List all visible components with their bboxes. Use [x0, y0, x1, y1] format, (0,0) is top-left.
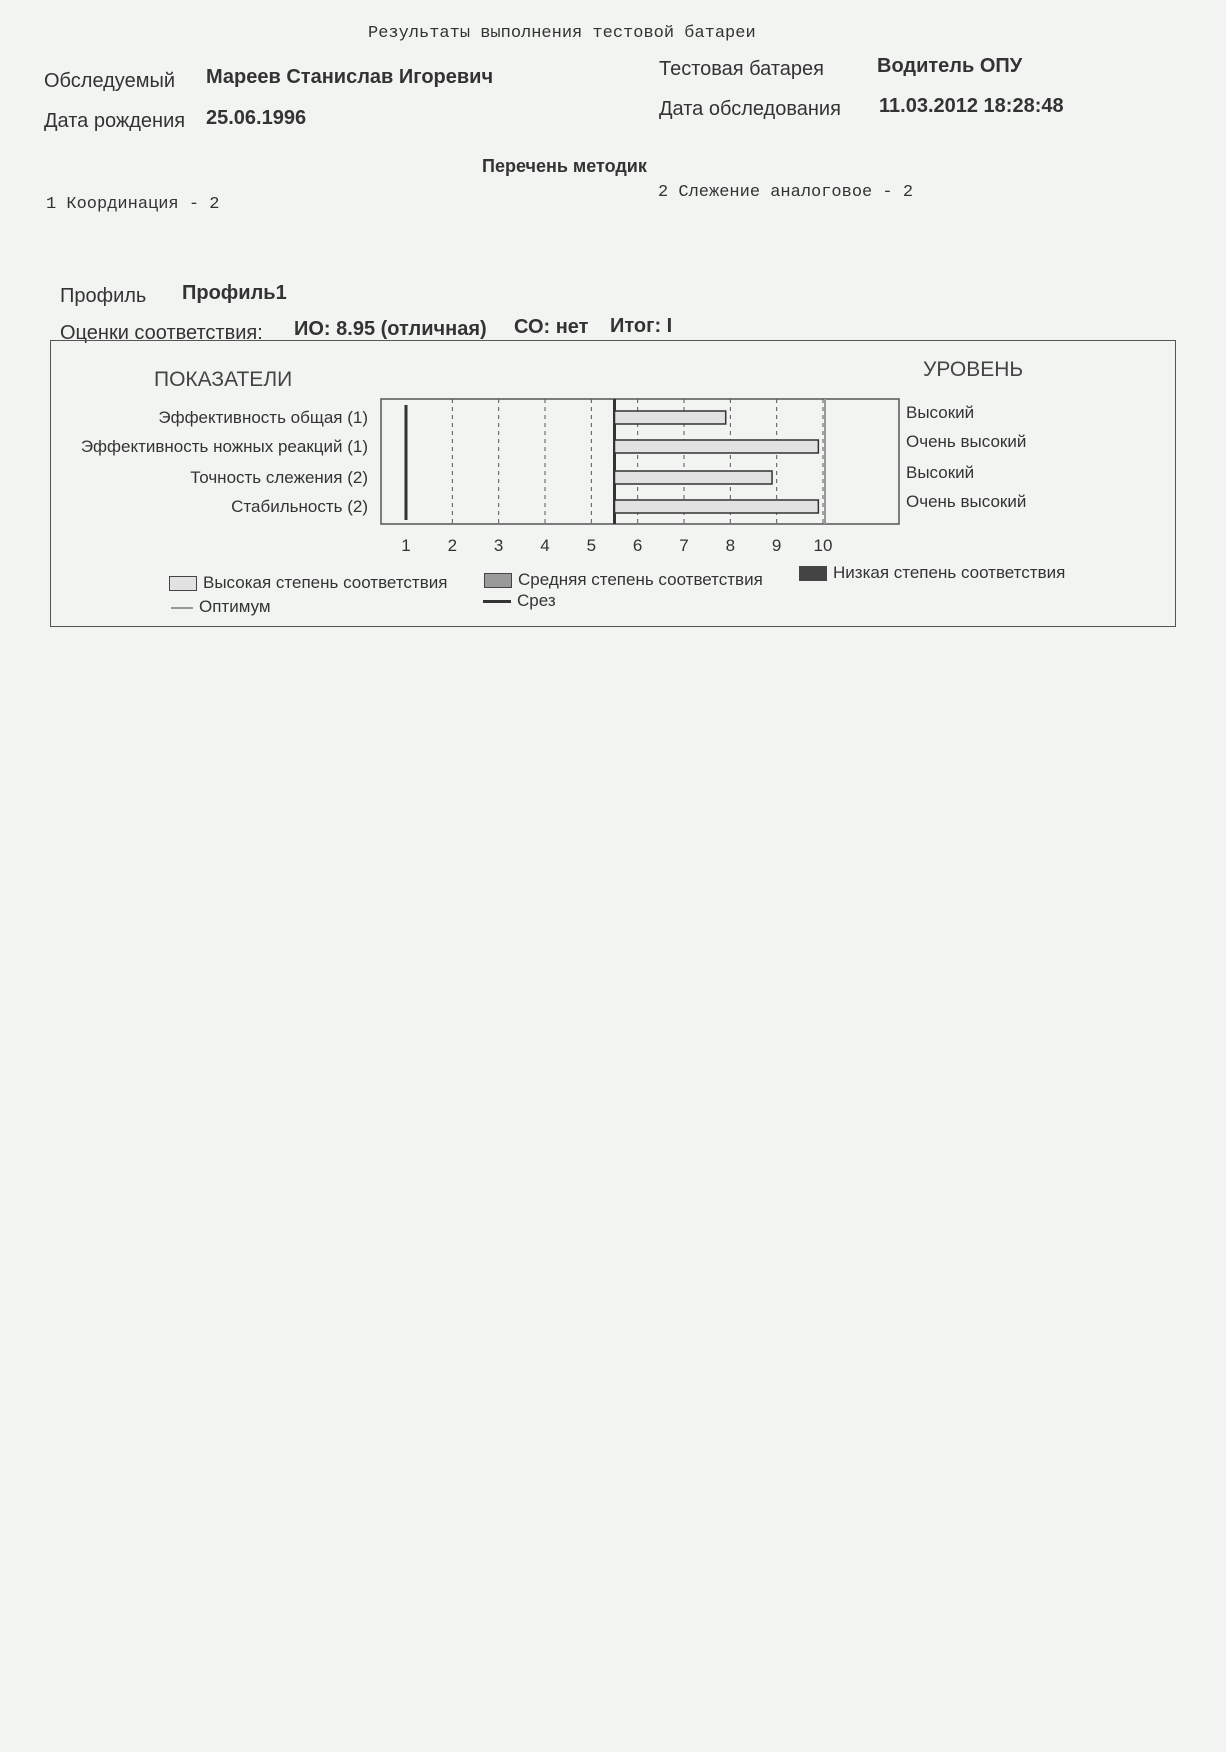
method-item-1: 1 Координация - 2 [46, 195, 220, 214]
io-score: ИО: 8.95 (отличная) [294, 318, 487, 340]
exam-date-value: 11.03.2012 18:28:48 [879, 95, 1064, 117]
x-tick-label: 3 [493, 536, 504, 555]
x-tick-label: 4 [540, 536, 550, 555]
legend-swatch-low [799, 566, 827, 581]
bar [615, 471, 773, 484]
category-label: Эффективность ножных реакций (1) [80, 437, 368, 456]
category-label: Эффективность общая (1) [158, 408, 368, 427]
level-label: Очень высокий [906, 432, 1027, 451]
method-item-2: 2 Слежение аналоговое - 2 [658, 183, 914, 202]
legend-label-medium: Средняя степень соответствия [518, 570, 763, 589]
legend-swatch-high [169, 576, 197, 591]
chart-title-left: ПОКАЗАТЕЛИ [154, 368, 293, 391]
battery-value: Водитель ОПУ [877, 55, 1023, 77]
scores-label: Оценки соответствия: [60, 322, 263, 344]
bar [615, 500, 819, 513]
legend-item-cutoff [483, 591, 556, 611]
so-score: СО: нет [514, 316, 589, 338]
page-title: Результаты выполнения тестовой батареи [368, 24, 756, 43]
x-tick-label: 9 [771, 536, 782, 555]
legend-label-cutoff: Срез [517, 591, 556, 610]
x-tick-label: 2 [447, 536, 458, 555]
exam-date-label: Дата обследования [659, 98, 841, 120]
legend-label-low: Низкая степень соответствия [833, 563, 1066, 582]
level-label: Высокий [906, 403, 975, 422]
legend-label-optimum: Оптимум [199, 597, 271, 616]
level-label: Очень высокий [906, 492, 1027, 511]
legend-line-cutoff [483, 600, 511, 603]
legend-item-optimum [171, 597, 271, 617]
battery-label: Тестовая батарея [659, 58, 824, 80]
x-tick-label: 8 [725, 536, 736, 555]
chart-title-right: УРОВЕНЬ [923, 358, 1024, 381]
legend-item-low [799, 563, 1065, 583]
level-label: Высокий [906, 463, 975, 482]
profile-label: Профиль [60, 285, 147, 307]
legend-line-optimum [171, 607, 193, 609]
x-tick-label: 7 [679, 536, 689, 555]
legend-label-high: Высокая степень соответствия [203, 573, 448, 592]
methods-title: Перечень методик [482, 156, 647, 176]
legend-swatch-medium [484, 573, 512, 588]
dob-label: Дата рождения [44, 110, 186, 132]
dob-value: 25.06.1996 [206, 107, 307, 129]
itog-score: Итог: I [610, 315, 673, 337]
x-tick-label: 5 [586, 536, 597, 555]
subject-label: Обследуемый [44, 70, 176, 92]
x-tick-label: 6 [632, 536, 643, 555]
bar [615, 411, 726, 424]
bar [615, 440, 819, 453]
legend-item-medium [484, 570, 763, 590]
x-tick-label: 10 [813, 536, 833, 555]
profile-chart [50, 340, 1176, 627]
category-label: Точность слежения (2) [190, 468, 368, 487]
profile-value: Профиль1 [182, 282, 287, 304]
x-tick-label: 1 [401, 536, 411, 555]
subject-value: Мареев Станислав Игоревич [206, 66, 494, 88]
legend-item-high [169, 573, 447, 593]
category-label: Стабильность (2) [231, 497, 368, 516]
